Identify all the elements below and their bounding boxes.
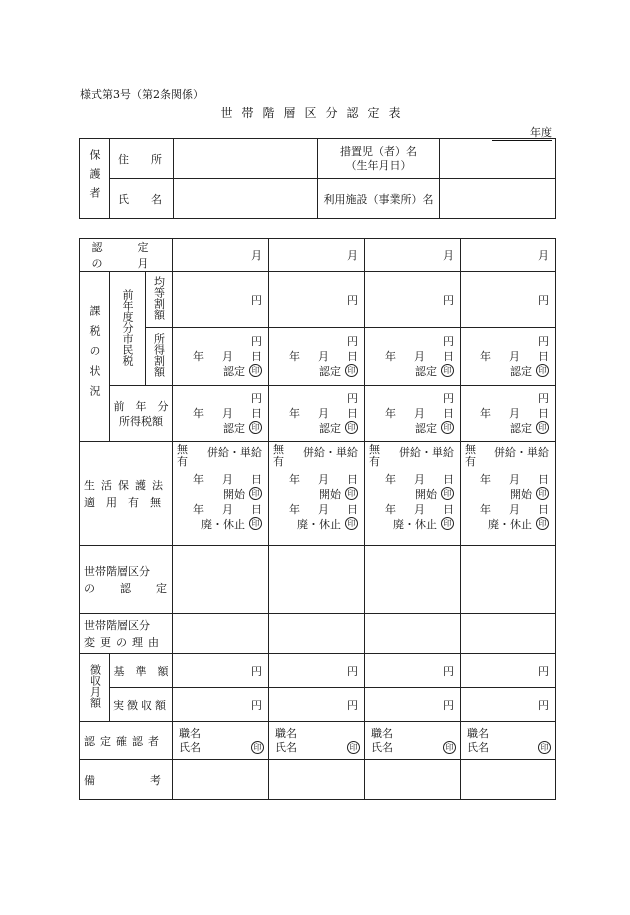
confirmer-cell-2[interactable]	[269, 722, 365, 760]
has-option[interactable]: 有	[273, 455, 284, 468]
start-label: 開始	[223, 488, 245, 501]
date-line: 年 月 日	[480, 503, 549, 516]
yen-unit: 円	[251, 392, 262, 405]
remarks-cell-2[interactable]	[269, 760, 365, 800]
address-label: 住 所	[110, 139, 174, 179]
date-line: 年 月 日	[385, 407, 454, 420]
seal-stamp-icon: 印	[251, 741, 264, 754]
date-line: 年 月 日	[193, 473, 262, 486]
has-option[interactable]: 有	[465, 455, 476, 468]
seal-stamp-icon: 印	[249, 517, 262, 530]
date-line: 年 月 日	[385, 503, 454, 516]
cert-month-cell-4[interactable]: 月	[461, 239, 556, 272]
seal-stamp-icon: 印	[345, 517, 358, 530]
income-share-label: 所得割額	[152, 333, 166, 377]
income-tax-cell-2[interactable]	[269, 386, 365, 442]
combined-single-option[interactable]: 併給・単給	[303, 446, 358, 459]
welfare-cell-2[interactable]	[269, 442, 365, 546]
cert-month-label: 認 定 の 月	[80, 239, 173, 272]
form-title: 世帯階層区分認定表	[220, 106, 410, 120]
stop-label: 廃・休止	[297, 518, 341, 531]
change-reason-label-1: 世帯階層区分	[84, 618, 150, 632]
seal-stamp-icon: 印	[249, 364, 262, 377]
cert-month-cell-1[interactable]: 月	[173, 239, 269, 272]
income-share-cell-3[interactable]	[365, 328, 461, 386]
date-line: 年 月 日	[289, 503, 358, 516]
standard-amount-cell-1[interactable]: 円	[173, 654, 269, 688]
seal-stamp-icon: 印	[345, 487, 358, 500]
combined-single-option[interactable]: 併給・単給	[399, 446, 454, 459]
fiscal-year-field[interactable]: 年度	[492, 124, 552, 141]
date-line: 年 月 日	[289, 473, 358, 486]
person-name-label: 氏名	[275, 740, 297, 754]
none-option[interactable]: 無	[465, 443, 476, 456]
yen-unit: 円	[538, 392, 549, 405]
equal-share-cell-4[interactable]: 円	[461, 272, 556, 328]
tax-status-label: 課税の状況	[88, 305, 101, 405]
cert-month-cell-3[interactable]: 月	[365, 239, 461, 272]
seal-stamp-icon: 印	[441, 421, 454, 434]
tax-status-label-cell	[80, 272, 110, 442]
seal-stamp-icon: 印	[536, 421, 549, 434]
municipal-tax-label: 前年度分市民税	[121, 288, 134, 366]
confirmer-cell-1[interactable]	[173, 722, 269, 760]
confirmer-cell-4[interactable]	[461, 722, 556, 760]
stop-label: 廃・休止	[201, 518, 245, 531]
bracket-cert-cell-1[interactable]	[173, 546, 269, 614]
income-tax-label-2: 所得税額	[119, 414, 163, 428]
date-line: 年 月 日	[480, 407, 549, 420]
none-option[interactable]: 無	[369, 443, 380, 456]
address-input[interactable]	[174, 139, 318, 179]
monthly-fee-label-cell	[80, 654, 110, 722]
standard-amount-cell-2[interactable]: 円	[269, 654, 365, 688]
certified-label: 認定	[223, 365, 245, 378]
start-label: 開始	[415, 488, 437, 501]
job-title-label: 職名	[275, 726, 297, 740]
bracket-cert-cell-3[interactable]	[365, 546, 461, 614]
seal-stamp-icon: 印	[536, 487, 549, 500]
child-birthdate-label: （生年月日）	[345, 158, 412, 172]
change-reason-cell-3[interactable]	[365, 614, 461, 654]
seal-stamp-icon: 印	[441, 517, 454, 530]
equal-share-cell-1[interactable]: 円	[173, 272, 269, 328]
none-option[interactable]: 無	[273, 443, 284, 456]
has-option[interactable]: 有	[369, 455, 380, 468]
date-line: 年 月 日	[289, 407, 358, 420]
actual-amount-cell-3[interactable]: 円	[365, 688, 461, 722]
change-reason-cell-4[interactable]	[461, 614, 556, 654]
certified-label: 認定	[510, 365, 532, 378]
remarks-label: 備 考	[80, 760, 173, 800]
bracket-cert-label-1: 世帯階層区分	[84, 564, 150, 578]
start-label: 開始	[510, 488, 532, 501]
date-line: 年 月 日	[193, 407, 262, 420]
seal-stamp-icon: 印	[249, 487, 262, 500]
has-option[interactable]: 有	[177, 455, 188, 468]
actual-amount-cell-1[interactable]: 円	[173, 688, 269, 722]
cert-month-cell-2[interactable]: 月	[269, 239, 365, 272]
seal-stamp-icon: 印	[345, 421, 358, 434]
equal-share-label: 均等割額	[152, 276, 166, 320]
certified-label: 認定	[415, 422, 437, 435]
date-line: 年 月 日	[193, 503, 262, 516]
job-title-label: 職名	[371, 726, 393, 740]
child-name-input[interactable]	[440, 139, 556, 179]
change-reason-cell-2[interactable]	[269, 614, 365, 654]
change-reason-cell-1[interactable]	[173, 614, 269, 654]
bracket-cert-cell-4[interactable]	[461, 546, 556, 614]
yen-unit: 円	[251, 335, 262, 348]
yen-unit: 円	[443, 392, 454, 405]
seal-stamp-icon: 印	[536, 517, 549, 530]
confirmer-label: 認定確認者	[80, 722, 173, 760]
certified-label: 認定	[319, 422, 341, 435]
name-input[interactable]	[174, 179, 318, 219]
stop-label: 廃・休止	[488, 518, 532, 531]
facility-label: 利用施設（事業所）名	[318, 179, 440, 219]
equal-share-label-cell	[146, 272, 173, 328]
remarks-cell-3[interactable]	[365, 760, 461, 800]
equal-share-cell-3[interactable]: 円	[365, 272, 461, 328]
actual-amount-cell-4[interactable]: 円	[461, 688, 556, 722]
welfare-cell-3[interactable]	[365, 442, 461, 546]
date-line: 年 月 日	[289, 350, 358, 363]
bracket-certification-table	[79, 238, 556, 800]
certified-label: 認定	[223, 422, 245, 435]
name-label: 氏 名	[110, 179, 174, 219]
income-tax-cell-1[interactable]	[173, 386, 269, 442]
remarks-cell-4[interactable]	[461, 760, 556, 800]
remarks-cell-1[interactable]	[173, 760, 269, 800]
start-label: 開始	[319, 488, 341, 501]
standard-amount-label: 基 準 額	[110, 654, 173, 688]
welfare-cell-1[interactable]	[173, 442, 269, 546]
municipal-tax-label-cell	[110, 272, 146, 386]
income-tax-label-cell	[110, 386, 173, 442]
yen-unit: 円	[347, 392, 358, 405]
standard-amount-cell-4[interactable]: 円	[461, 654, 556, 688]
combined-single-option[interactable]: 併給・単給	[207, 446, 262, 459]
income-share-cell-2[interactable]	[269, 328, 365, 386]
person-name-label: 氏名	[371, 740, 393, 754]
change-reason-label-2: 変更の理由	[84, 635, 164, 649]
date-line: 年 月 日	[480, 473, 549, 486]
seal-stamp-icon: 印	[345, 364, 358, 377]
guardian-label: 保護者	[88, 148, 101, 206]
child-name-label: 措置児（者）名	[340, 144, 417, 158]
bracket-cert-label-2: の 認 定	[84, 581, 168, 595]
equal-share-cell-2[interactable]: 円	[269, 272, 365, 328]
change-reason-label-cell	[80, 614, 173, 654]
certified-label: 認定	[510, 422, 532, 435]
person-name-label: 氏名	[467, 740, 489, 754]
welfare-label-cell	[80, 442, 173, 546]
seal-stamp-icon: 印	[347, 741, 360, 754]
stop-label: 廃・休止	[393, 518, 437, 531]
yen-unit: 円	[443, 335, 454, 348]
welfare-label-2: 適 用 有 無	[84, 495, 161, 509]
seal-stamp-icon: 印	[538, 741, 551, 754]
actual-amount-cell-2[interactable]: 円	[269, 688, 365, 722]
income-share-label-cell	[146, 328, 173, 386]
guardian-info-table	[79, 138, 556, 219]
yen-unit: 円	[347, 335, 358, 348]
seal-stamp-icon: 印	[443, 741, 456, 754]
job-title-label: 職名	[467, 726, 489, 740]
income-tax-cell-4[interactable]	[461, 386, 556, 442]
none-option[interactable]: 無	[177, 443, 188, 456]
welfare-label-1: 生活保護法	[84, 478, 169, 492]
income-share-cell-4[interactable]	[461, 328, 556, 386]
seal-stamp-icon: 印	[441, 487, 454, 500]
certified-label: 認定	[415, 365, 437, 378]
facility-input[interactable]	[440, 179, 556, 219]
seal-stamp-icon: 印	[249, 421, 262, 434]
seal-stamp-icon: 印	[441, 364, 454, 377]
income-share-cell-1[interactable]	[173, 328, 269, 386]
certified-label: 認定	[319, 365, 341, 378]
bracket-cert-cell-2[interactable]	[269, 546, 365, 614]
date-line: 年 月 日	[385, 350, 454, 363]
date-line: 年 月 日	[193, 350, 262, 363]
confirmer-cell-3[interactable]	[365, 722, 461, 760]
standard-amount-cell-3[interactable]: 円	[365, 654, 461, 688]
person-name-label: 氏名	[179, 740, 201, 754]
actual-amount-label: 実徴収額	[110, 688, 173, 722]
income-tax-cell-3[interactable]	[365, 386, 461, 442]
bracket-cert-label-cell	[80, 546, 173, 614]
seal-stamp-icon: 印	[536, 364, 549, 377]
date-line: 年 月 日	[385, 473, 454, 486]
welfare-cell-4[interactable]	[461, 442, 556, 546]
combined-single-option[interactable]: 併給・単給	[494, 446, 549, 459]
date-line: 年 月 日	[480, 350, 549, 363]
form-number: 様式第3号（第2条関係）	[80, 88, 204, 101]
guardian-label-cell	[80, 139, 110, 219]
income-tax-label-1: 前 年 分	[113, 399, 169, 413]
job-title-label: 職名	[179, 726, 201, 740]
child-name-label-cell	[318, 139, 440, 179]
yen-unit: 円	[538, 335, 549, 348]
monthly-fee-label: 徴収月額	[88, 664, 102, 708]
